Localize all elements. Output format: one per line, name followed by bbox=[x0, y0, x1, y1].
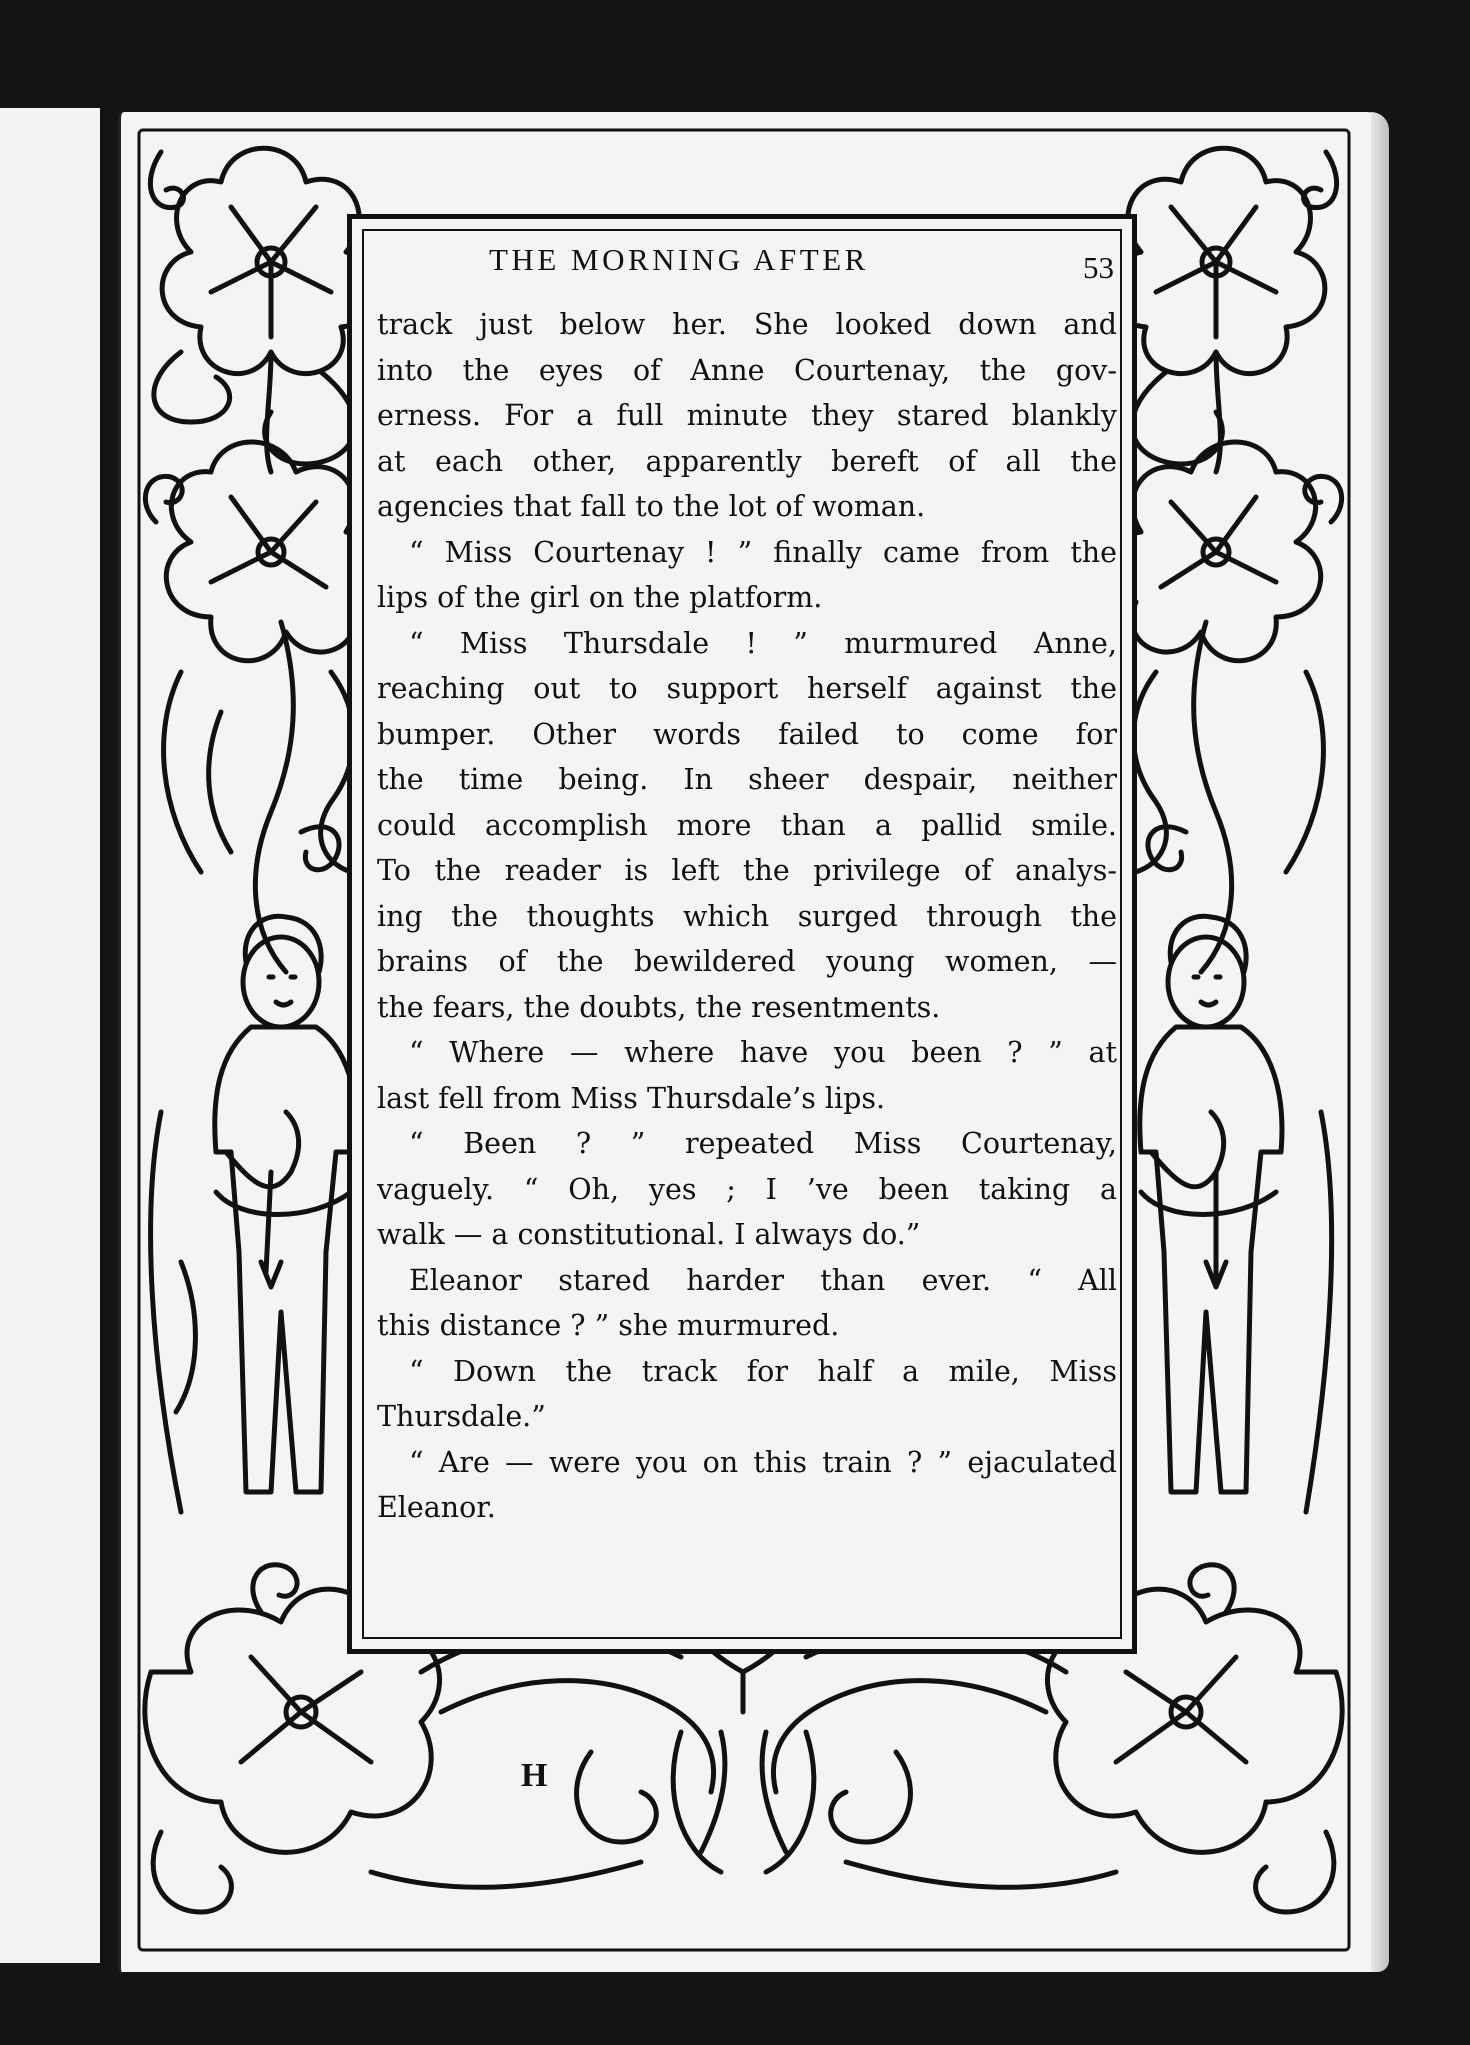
text-line: brains of the bewildered young women, — bbox=[377, 945, 1117, 978]
left-cherub-figure-icon bbox=[215, 916, 357, 1492]
text-line: “ Down the track for half a mile, Miss bbox=[409, 1354, 1117, 1388]
text-line: lips of the girl on the platform. bbox=[377, 581, 823, 614]
text-line: ing the thoughts which surged through the bbox=[377, 899, 1117, 933]
text-line: agencies that fall to the lot of woman. bbox=[377, 490, 926, 523]
text-line: last fell from Miss Thursdale’s lips. bbox=[377, 1081, 886, 1115]
artist-monogram: H bbox=[521, 1757, 548, 1794]
running-head bbox=[121, 242, 1389, 286]
page-number: 53 bbox=[1083, 250, 1114, 285]
text-line: this distance ? ” she murmured. bbox=[377, 1309, 840, 1342]
bottom-center-scrollwork bbox=[371, 1630, 1116, 1887]
text-line: vaguely. “ Oh, yes ; I ’ve been taking a bbox=[377, 1172, 1117, 1206]
bottom-corner-swirls bbox=[153, 1832, 1334, 1912]
text-line: To the reader is left the privilege of analys- bbox=[377, 854, 1117, 887]
text-line: could accomplish more than a pallid smile. bbox=[377, 808, 1117, 842]
right-second-flower-icon bbox=[1106, 442, 1341, 661]
text-line: track just below her. She looked down and bbox=[377, 308, 1117, 341]
text-line: “ Where — where have you been ? ” at bbox=[409, 1036, 1117, 1069]
text-line: “ Miss Courtenay ! ” finally came from the bbox=[409, 535, 1117, 569]
text-line: bumper. Other words failed to come for bbox=[377, 717, 1117, 751]
text-line: Eleanor stared harder than ever. “ All bbox=[409, 1263, 1117, 1297]
previous-page-edge bbox=[0, 108, 104, 1963]
text-line: “ Miss Thursdale ! ” murmured Anne, bbox=[409, 626, 1117, 660]
text-line: at each other, apparently bereft of all the bbox=[377, 444, 1117, 478]
left-second-flower-icon bbox=[145, 442, 380, 661]
text-line: reaching out to support herself against the bbox=[377, 672, 1117, 705]
text-line: Thursdale.” bbox=[377, 1400, 546, 1433]
text-line: walk — a constitutional. I always do.” bbox=[377, 1218, 921, 1251]
text-line: into the eyes of Anne Courtenay, the gov- bbox=[377, 353, 1117, 387]
text-line: “ Are — were you on this train ? ” ejaculated bbox=[409, 1445, 1117, 1479]
text-line: Eleanor. bbox=[377, 1491, 496, 1524]
text-line: the fears, the doubts, the resentments. bbox=[377, 990, 941, 1024]
text-line: the time being. In sheer despair, neither bbox=[377, 763, 1117, 796]
body-text bbox=[377, 302, 1117, 1531]
text-line: erness. For a full minute they stared blankly bbox=[377, 399, 1117, 432]
right-cherub-figure-icon bbox=[1140, 916, 1282, 1492]
book-page bbox=[118, 112, 1389, 1972]
running-head-title: THE MORNING AFTER bbox=[489, 242, 869, 277]
text-line: “ Been ? ” repeated Miss Courtenay, bbox=[409, 1127, 1117, 1160]
